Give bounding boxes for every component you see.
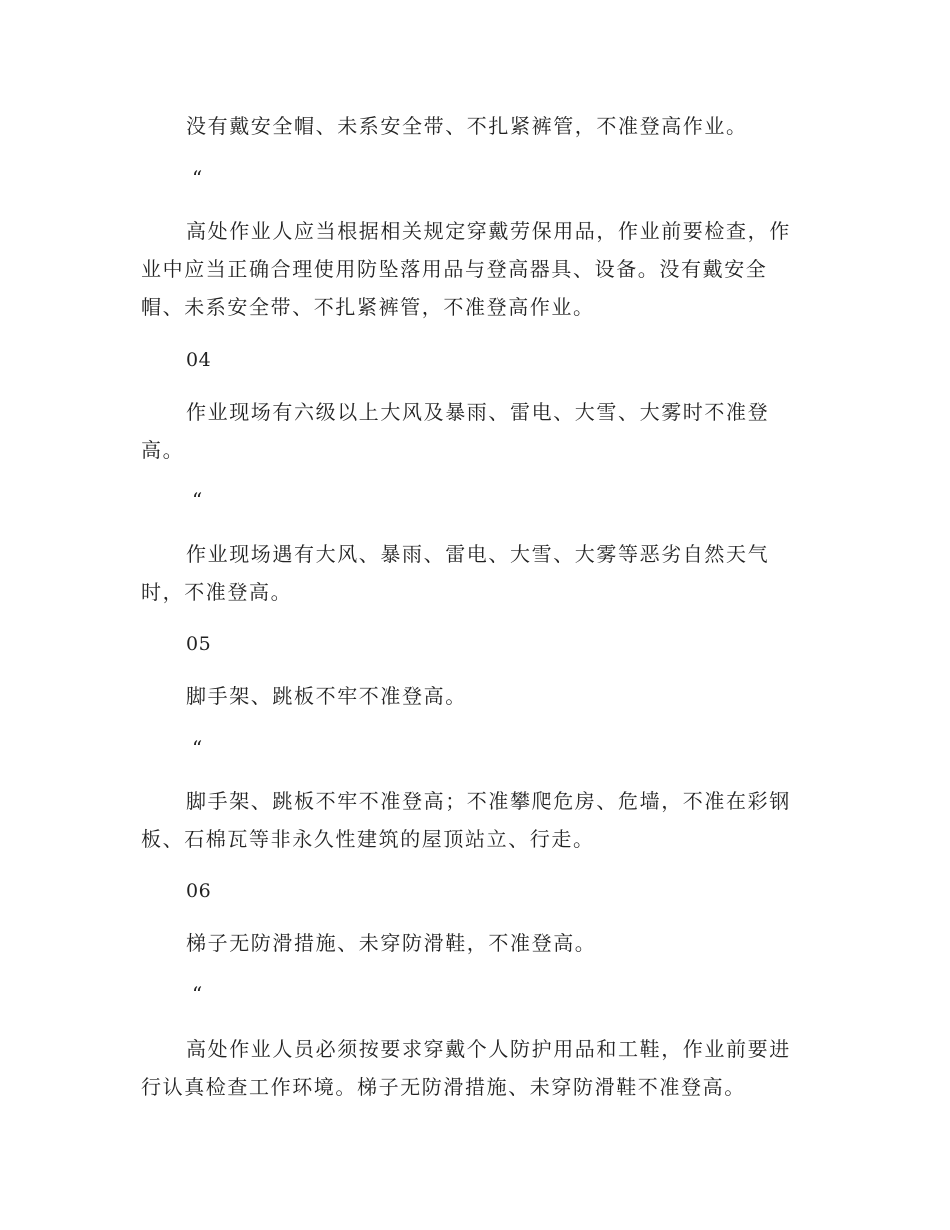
paragraph-rule-03-title: 没有戴安全帽、未系安全带、不扎紧裤管，不准登高作业。 <box>186 114 748 138</box>
section-number-04: 04 <box>186 349 212 371</box>
quote-mark: “ <box>192 982 203 1006</box>
paragraph-rule-05-detail: 脚手架、跳板不牢不准登高；不准攀爬危房、危墙，不准在彩钢板、石棉瓦等非永久性建筑的屋顶站立、行走。 <box>141 789 791 851</box>
quote-mark: “ <box>192 736 203 760</box>
quote-mark: “ <box>192 488 203 512</box>
paragraph-rule-06-detail: 高处作业人员必须按要求穿戴个人防护用品和工鞋，作业前要进行认真检查工作环境。梯子无防滑措施、未穿防滑鞋不准登高。 <box>141 1037 791 1099</box>
section-number-06: 06 <box>186 880 212 902</box>
section-number-05: 05 <box>186 633 212 655</box>
paragraph-rule-04-title: 作业现场有六级以上大风及暴雨、雷电、大雪、大雾时不准登高。 <box>141 400 770 462</box>
paragraph-rule-03-detail: 高处作业人应当根据相关规定穿戴劳保用品，作业前要检查，作业中应当正确合理使用防坠落用品与登高器具、设备。没有戴安全帽、未系安全带、不扎紧裤管，不准登高作业。 <box>141 219 791 319</box>
paragraph-rule-05-title: 脚手架、跳板不牢不准登高。 <box>186 684 467 708</box>
paragraph-rule-04-detail: 作业现场遇有大风、暴雨、雷电、大雪、大雾等恶劣自然天气时，不准登高。 <box>141 542 770 604</box>
paragraph-rule-06-title: 梯子无防滑措施、未穿防滑鞋，不准登高。 <box>186 931 597 955</box>
quote-mark: “ <box>192 166 203 190</box>
